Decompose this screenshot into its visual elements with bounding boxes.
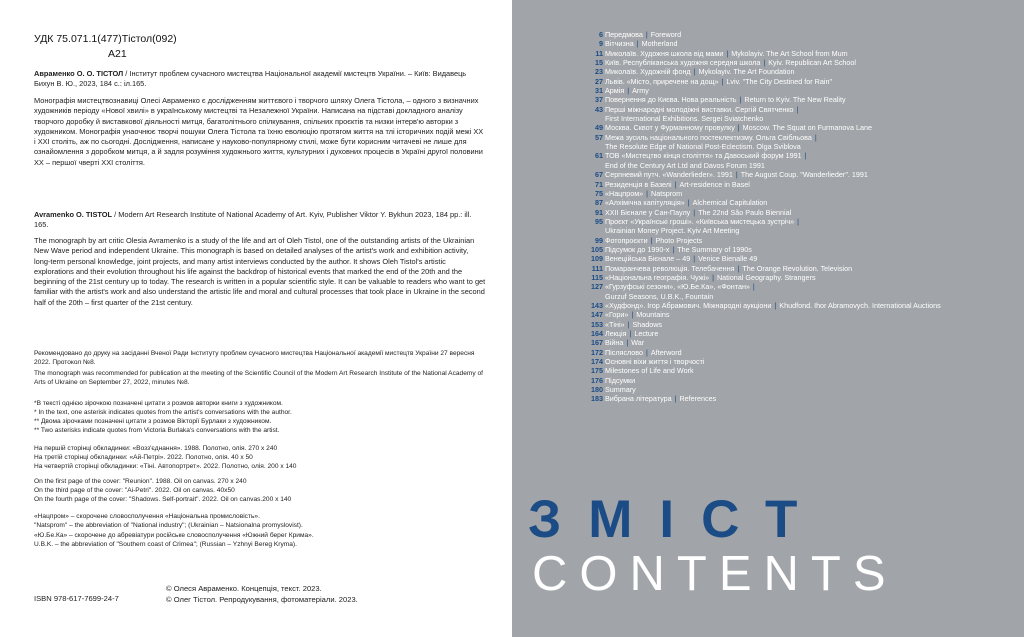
toc-title-ua: Лекція [605,329,627,338]
toc-entry [573,245,1013,254]
toc-page-number: 174 [591,357,603,367]
toc-separator: | [674,179,677,189]
toc-entry [573,366,1013,375]
toc-title-ua: Війна [605,338,624,348]
toc-page-number: 87 [595,198,603,208]
toc-title-en: Foreword [650,30,682,39]
toc-page-number: 9 [599,39,603,49]
toc-title-en: Motherland [641,39,678,49]
toc-title-ua: Москва. Сквот у Фурманному провулку [605,123,735,133]
footnote-en-1: * In the text, one asterisk indicates quotes from the artist's conversations with the author. [34,409,292,416]
toc-entry [573,151,1013,170]
toc-title-ua: «Худфонд». Ігор Абрамович. Міжнародні аукціони [605,300,772,310]
abbreviation-1: «Нацпром» – скорочене словосполучення «Національна промисловість». [34,513,260,520]
toc-separator: | [814,132,817,142]
toc-title-ua: Венеційська Бієнале – 49 [605,254,691,264]
copyright-text: © Олеся Авраменко. Концепція, текст. 2023. [166,584,322,593]
toc-page-number: 31 [595,86,603,96]
toc-page-number: 109 [591,254,603,264]
toc-page-number: 147 [591,310,603,320]
toc-title-ua: XXII Бієнале у Сан-Паулу [605,207,691,217]
toc-entry [573,58,1013,67]
toc-page-number: 175 [591,366,603,376]
toc-entry [573,385,1013,394]
cover-ua-1: На першій сторінці обкладинки: «Возз'єднання». 1988. Полотно, олія. 270 x 240 [34,445,278,452]
toc-entry [573,310,1013,319]
toc-page-number: 6 [599,30,603,39]
toc-title-ua: Фотопроєкти [605,235,648,245]
toc-title-ua: «Гори» [605,310,629,320]
toc-title-en: First International Exhibitions. Sergei Sviatchenko [605,114,764,124]
toc-page-number: 183 [591,394,603,404]
toc-entry [573,133,1013,152]
toc-page-number: 176 [591,375,603,385]
footnote-en-2: ** Two asterisks indicate quotes from Victoria Burlaka's conversations with the artist. [34,427,280,434]
toc-title-en: Mykolayiv. The Art School from Mum [731,48,848,58]
toc-title-ua: Передмова [605,30,643,39]
en-reference-author: Avramenko O. TISTOL [34,210,113,219]
toc-title-en: Moscow. The Squat on Furmanova Lane [742,123,872,133]
toc-title-en: Ukrainian Money Project. Kyiv Art Meeting [605,226,740,236]
ua-reference [34,69,486,90]
toc-entry [573,301,1013,310]
cover-ua-2: На третій сторінці обкладинки: «Ай-Петрі». 2022. Полотно, олія. 40 x 50 [34,454,253,461]
toc-title-ua: Вибрана література [605,394,672,404]
toc-page-number: 180 [591,385,603,395]
toc-title-ua: ТОВ «Мистецтво кінця століття» та Давоський форум 1991 [605,151,802,161]
toc-page-number: 27 [595,76,603,86]
toc-title-ua: Вітчизна [605,39,634,49]
toc-entry [573,49,1013,58]
toc-title-en: War [631,338,645,348]
table-of-contents [573,30,1013,404]
toc-page-number: 91 [595,207,603,217]
toc-separator: | [721,76,724,86]
toc-separator: | [636,39,639,49]
toc-title-en: Art-residence in Basel [679,179,750,189]
toc-title-ua: Підсумок до 1990-х [605,244,670,254]
toc-title-ua: «Нацпром» [605,188,644,198]
toc-entry [573,39,1013,48]
toc-entry [573,329,1013,338]
toc-page-number: 67 [595,170,603,180]
toc-title-ua: «Тіні» [605,319,625,329]
toc-entry [573,67,1013,76]
toc-title-en: References [679,394,717,404]
toc-entry [573,320,1013,329]
toc-separator: | [752,282,755,292]
toc-title-en: Lviv. "The City Destined for Rain" [726,76,833,86]
toc-title-en: End of the Century Art Ltd and Davos Forum 1991 [605,160,765,170]
toc-entry [573,338,1013,347]
toc-page-number: 37 [595,95,603,105]
toc-entry [573,180,1013,189]
toc-page-number: 95 [595,216,603,226]
toc-separator: | [646,188,649,198]
toc-entry [573,236,1013,245]
toc-title-ua: Львів. «Місто, приречене на дощ» [605,76,719,86]
toc-entry [573,30,1013,39]
toc-title-ua: Основні віхи життя і творчості [605,357,705,367]
author-mark: А21 [108,48,127,60]
toc-entry [573,348,1013,357]
toc-title-ua: «Алхімічна капітуляція» [605,198,685,208]
footnote-ua-2: ** Двома зірочками позначені цитати з розмов Вікторії Бурлаки з художником. [34,418,272,425]
toc-title-ua: Підсумки [605,375,636,385]
toc-title-ua: Межа зусиль національного постеклектизму. Ольга Свібльова [605,132,812,142]
toc-title-ua: Післяслово [605,347,644,357]
footnote-ua-1: *В тексті однією зірочкою позначені цитати з розмов авторки книги з художником. [34,400,283,407]
toc-entry [573,264,1013,273]
cover-en-3: On the fourth page of the cover: "Shadows. Self-portrait". 2022. Oil on canvas.200 x 140 [34,496,292,503]
toc-page-number: 43 [595,104,603,114]
toc-title-ua: Київ. Республіканська художня середня школа [605,58,761,68]
toc-title-ua: Помаранчева революція. Телебачення [605,263,735,273]
toc-title-ua: Перші міжнародні молодіжні виставки. Сергій Святченко [605,104,794,114]
udk-code: УДК 75.071.1(477)Тістол(092) [34,33,177,45]
toc-page-number: 127 [591,282,603,292]
toc-page-number: 49 [595,123,603,133]
toc-separator: | [737,123,740,133]
toc-title-en: Mykolayiv. The Art Foundation [698,67,795,77]
toc-separator: | [737,263,740,273]
toc-entry [573,105,1013,124]
toc-entry [573,95,1013,104]
abbreviation-3: «Ю.Бе.Ка» – скорочене до абревіатури російське словосполучення «Южний берег Крима». [34,532,314,539]
toc-title-ua: Миколаїв. Художня школа від мами [605,48,724,58]
toc-separator: | [804,151,807,161]
toc-title-en: National Geography. Strangers [716,272,816,282]
toc-separator: | [627,319,630,329]
toc-page-number: 111 [591,263,603,273]
toc-entry [573,273,1013,282]
toc-title-ua: «Гурзуфські сезони», «Ю.Бе.Ка», «Фонтан» [605,282,750,292]
toc-title-ua: Армія [605,86,625,96]
toc-title-en: Return to Kyiv. The New Reality [744,95,846,105]
toc-title-ua: Резиденція в Базелі [605,179,672,189]
isbn: ISBN 978-617-7699-24-7 [34,594,119,603]
toc-separator: | [650,235,653,245]
toc-separator: | [631,310,634,320]
heading-ua: ЗМІСТ [528,490,825,549]
toc-title-en: Lecture [634,329,659,338]
toc-title-ua: Проєкт «Українські гроші». «Київська мистецька зустріч» [605,216,795,226]
toc-entry [573,198,1013,207]
toc-separator: | [763,58,766,68]
cover-en-2: On the third page of the cover: "Ai-Petri". 2022. Oil on canvas. 40x50 [34,487,235,494]
cover-en-1: On the first page of the cover: "Reunion". 1988. Oil on canvas. 270 x 240 [34,478,247,485]
toc-separator: | [693,254,696,264]
toc-title-en: Alchemical Capitulation [692,198,768,208]
toc-entry [573,376,1013,385]
toc-title-en: The August Coup. "Wanderlieder". 1991 [740,170,868,180]
toc-page-number: 167 [591,338,603,348]
toc-separator: | [687,198,690,208]
toc-entry [573,282,1013,301]
toc-separator: | [796,104,799,114]
toc-entry [573,208,1013,217]
toc-title-ua: Summary [605,385,636,395]
ua-reference-details: / Інститут проблем сучасного мистецтва Національної академії мистецтв України. – Київ: Видавець Бихун В. Ю., 2023, 184 с.: іл.165. [34,69,467,89]
toc-page-number: 23 [595,67,603,77]
toc-page-number: 71 [595,179,603,189]
toc-title-en: Venice Bienalle 49 [698,254,758,264]
cover-ua-3: На четвертій сторінці обкладинки: «Тіні. Автопортрет». 2022. Полотно, олія. 200 x 140 [34,463,297,470]
toc-entry [573,77,1013,86]
toc-title-en: Army [632,86,649,96]
toc-page-number: 75 [595,188,603,198]
toc-title-en: Photo Projects [655,235,703,245]
toc-page-number: 143 [591,300,603,310]
toc-separator: | [626,338,629,348]
toc-entry [573,189,1013,198]
ua-abstract: Монографія мистецтвознавиці Олесі Авраменко є дослідженням життєвого і творчого шляху Олега Тістола, – одного з визначних художників періоду «Нової хвилі» в українському мистецтві та Незалежної України. Написана на підставі докладного аналізу творчого доробку й виставкової діяльності митця, багатолітнього спілкування, спільних проєктів та низки інтерв'ю авторки з художником. Монографія унаочнює творчі пошуки Олега Тістола та їхню еволюцію протягом життя на тлі історичних подій межі XX і XXI століть, аж по сьогодні. Дослідження, написане у науково-популярному стилі, може бути корисним читачеві не лише для ознайомлення з доробком митця, а й задля розуміння художнього життя, культурних і духовних процесів в Україні другої половини XX – першої чверті XXI століття. [34,96,484,167]
abbreviation-2: "Natsprom" – the abbreviation of "National industry"; (Ukrainian – Natsionalna promyslovist). [34,522,303,529]
toc-entry [573,217,1013,236]
toc-entry [573,254,1013,263]
toc-title-ua: Миколаїв. Художній фонд [605,67,691,77]
ua-reference-author: Авраменко О. О. ТІСТОЛ [34,69,124,78]
toc-separator: | [693,67,696,77]
toc-title-ua: Повернення до Києва. Нова реальність [605,95,737,105]
toc-page-number: 164 [591,329,603,338]
toc-entry [573,86,1013,95]
toc-separator: | [646,347,648,357]
toc-page-number: 153 [591,319,603,329]
toc-page-number: 11 [595,48,603,58]
toc-page-number: 99 [595,235,603,245]
toc-page-number: 61 [595,151,603,161]
toc-separator: | [674,394,677,404]
toc-separator: | [645,30,648,39]
toc-page-number: 15 [595,58,603,68]
toc-entry [573,170,1013,179]
toc-title-en: Gurzuf Seasons, U.B.K., Fountain [605,291,714,301]
en-reference [34,210,486,231]
toc-separator: | [672,244,675,254]
en-abstract: The monograph by art critic Olesia Avramenko is a study of the life and art of Oleh Tistol, one of the outstanding artists of the Ukrainian New Wave period and independent Ukraine. This monograph is based on detailed analyses of the artist's work and exhibition activity, long-term personal knowledge, joint projects, and many artist interviews conducted by the author. It shows Oleh Tistol's artistic explorations and their evolution throughout his life against the backdrop of historical events that marked the end of the 20th and the beginning of the 21st century up to today. The research is written in a popular scientific style. It can be valuable to readers who want to get familiar with the artist's work and also understand the artistic life and moral and cultural processes that took place in Ukraine in the second half of the 20th – first quarter of the 21st century. [34,236,486,307]
copyright-block [166,583,358,605]
toc-page-number: 57 [595,132,603,142]
en-reference-details: / Modern Art Research Institute of National Academy of Art. Kyiv, Publisher Viktor Y. Bykhun 2023, 184 pp.: ill. 165. [34,210,472,230]
toc-title-en: The Summary of 1990s [677,244,752,254]
toc-page-number: 115 [591,272,603,282]
toc-title-en: Shadows [632,319,663,329]
toc-title-en: Khudfond. Ihor Abramovych. International Auctions [779,300,941,310]
toc-separator: | [693,207,696,217]
toc-separator: | [774,300,777,310]
toc-title-ua: Серпневий путч. «Wanderlieder». 1991 [605,170,733,180]
toc-entry [573,394,1013,403]
heading-en: CONTENTS [532,547,898,601]
toc-title-en: Kyiv. Republican Art School [768,58,857,68]
toc-separator: | [797,216,800,226]
toc-separator: | [739,95,742,105]
recommendation-en: The monograph was recommended for publication at the meeting of the Scientific Council of the Modern Art Research Institute of the National Academy of Arts of Ukraine on September 27, 2022, minutes №8. [34,370,483,387]
toc-entry [573,123,1013,132]
toc-title-en: The 22nd São Paulo Biennial [698,207,792,217]
toc-separator: | [726,48,729,58]
toc-separator: | [712,272,714,282]
toc-separator: | [627,86,630,96]
toc-title-ua: Milestones of Life and Work [605,366,694,376]
abbreviation-4: U.B.K. – the abbreviation of "Southern coast of Crimea"; (Russian – Yzhnyi Bereg Kryma). [34,541,297,548]
toc-title-en: Natsprom [651,188,683,198]
toc-title-en: Mountains [636,310,670,320]
toc-title-en: The Orange Revolution. Television [742,263,853,273]
toc-page-number: 172 [591,347,603,357]
toc-title-ua: «Національна географія. Чужі» [605,272,710,282]
toc-separator: | [735,170,738,180]
recommendation-ua: Рекомендовано до друку на засіданні Вченої Ради Інституту проблем сучасного мистецтва Національної академії мистецтв України 27 вересня 2022. Протокол №8. [34,350,475,367]
toc-entry [573,357,1013,366]
toc-title-en: Afterword [650,347,682,357]
toc-separator: | [629,329,632,338]
copyright-images: © Олег Тістол. Репродукування, фотоматеріали. 2023. [166,595,358,604]
toc-page-number: 105 [591,244,603,254]
toc-title-en: The Resolute Edge of National Post-Eclectism. Olga Sviblova [605,142,801,152]
